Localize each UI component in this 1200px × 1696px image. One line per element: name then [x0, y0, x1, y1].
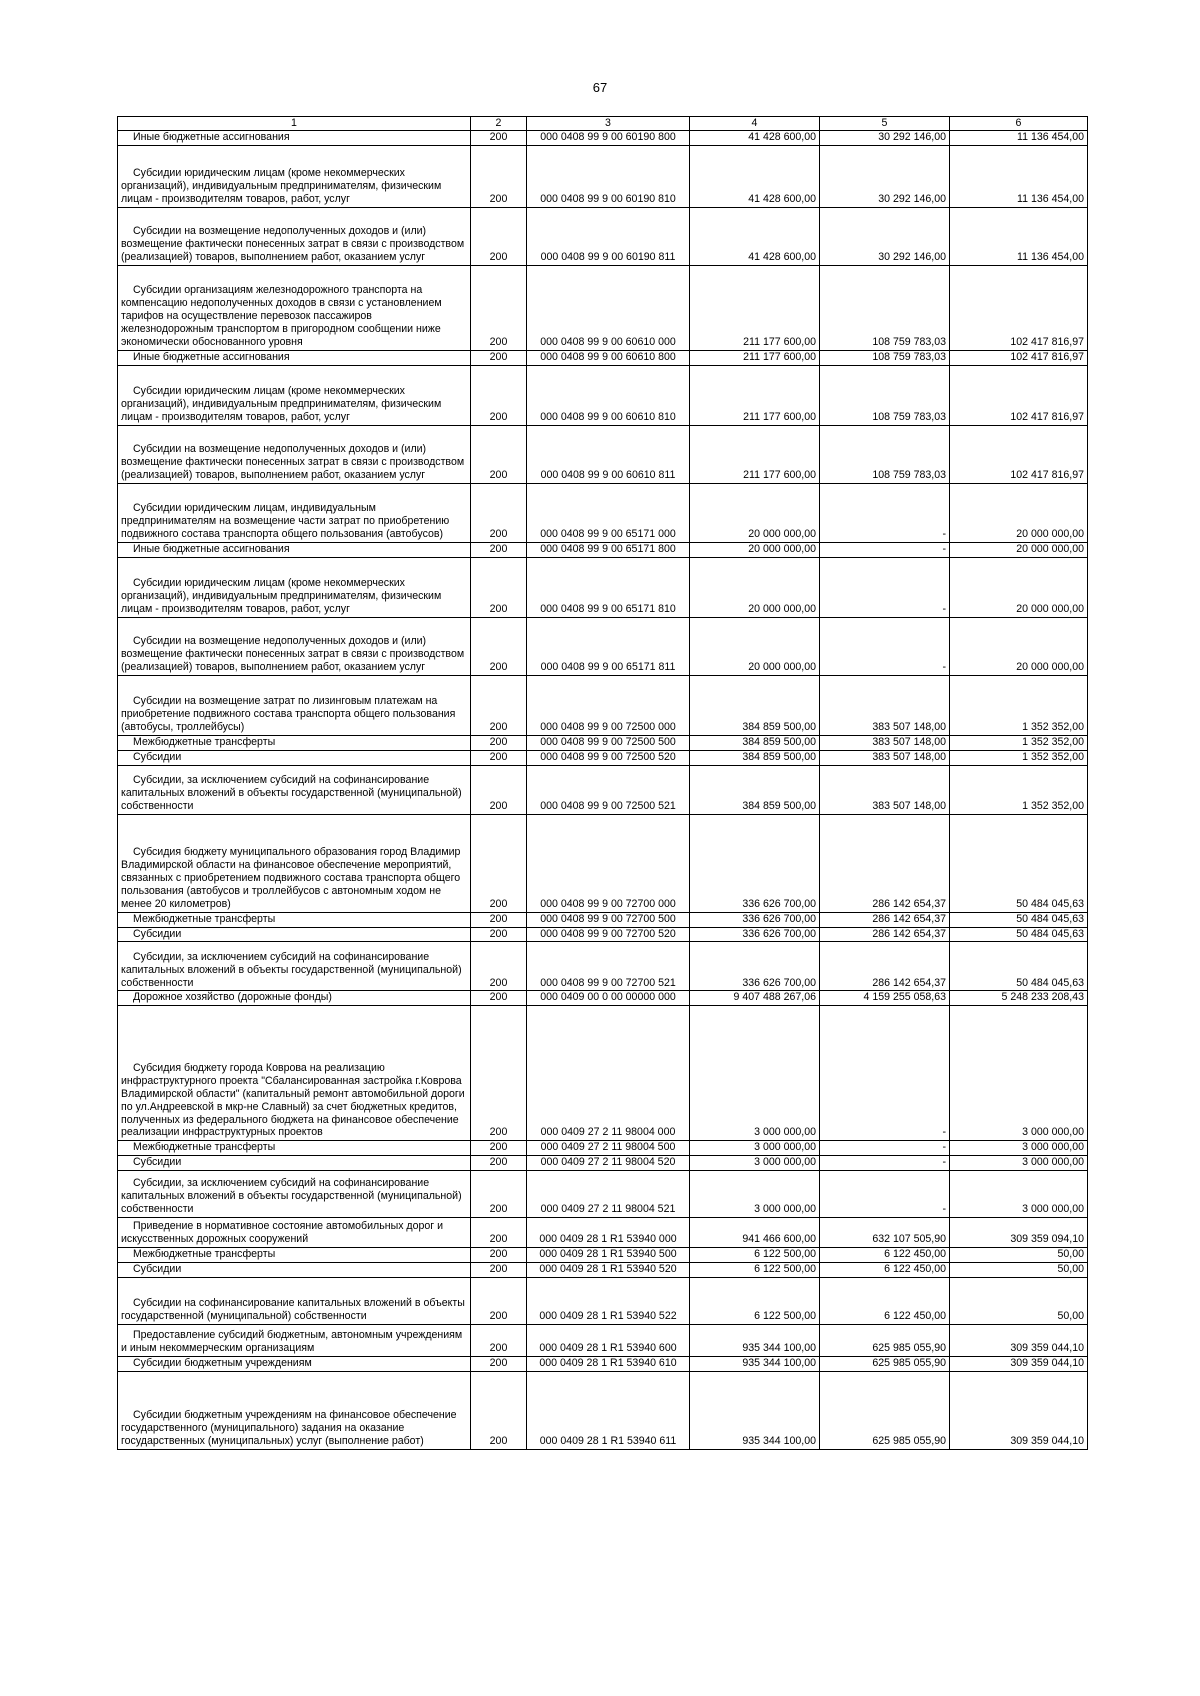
- row-budget-code: 000 0408 99 9 00 60610 800: [527, 350, 690, 365]
- row-executed-amount: -: [820, 1006, 950, 1141]
- row-executed-amount: 108 759 783,03: [820, 265, 950, 350]
- row-admin-code: 200: [471, 557, 527, 617]
- table-row: [118, 1263, 1088, 1278]
- row-budget-code: 000 0409 27 2 11 98004 500: [527, 1141, 690, 1156]
- row-name-text: Субсидии юридическим лицам, индивидуальным предпринимателям на возмещение части затрат по приобретению подвижного состава транспорта общего пользования (автобусов): [121, 502, 450, 540]
- row-executed-amount: -: [820, 1141, 950, 1156]
- row-admin-code: 200: [471, 927, 527, 942]
- row-admin-code: 200: [471, 765, 527, 814]
- table-row: [118, 350, 1088, 365]
- row-name: [118, 750, 471, 765]
- row-name: [118, 145, 471, 207]
- row-remaining-amount: 309 359 044,10: [950, 1371, 1088, 1449]
- table-row: [118, 617, 1088, 675]
- row-name-text: Субсидия бюджету муниципального образования город Владимир Владимирской области на финансовое обеспечение мероприятий, связанных с приобретением подвижного состава транспорта общего пользования (автобусов и троллейбусов с автономным ходом не менее 20 километров): [121, 846, 461, 910]
- row-remaining-amount: 11 136 454,00: [950, 145, 1088, 207]
- row-name-text: Межбюджетные трансферты: [133, 1248, 276, 1261]
- row-budget-code: 000 0408 99 9 00 60610 810: [527, 365, 690, 425]
- row-admin-code: 200: [471, 617, 527, 675]
- row-approved-amount: 384 859 500,00: [690, 675, 820, 735]
- row-name: [118, 1357, 471, 1372]
- row-name-text: Субсидии, за исключением субсидий на софинансирование капитальных вложений в объекты государственной (муниципальной) собственности: [121, 1177, 462, 1216]
- row-admin-code: 200: [471, 1156, 527, 1171]
- row-approved-amount: 336 626 700,00: [690, 814, 820, 912]
- row-approved-amount: 211 177 600,00: [690, 365, 820, 425]
- row-approved-amount: 20 000 000,00: [690, 542, 820, 557]
- row-budget-code: 000 0409 27 2 11 98004 000: [527, 1006, 690, 1141]
- row-executed-amount: 6 122 450,00: [820, 1248, 950, 1263]
- row-name-text: Иные бюджетные ассигнования: [133, 350, 290, 363]
- row-budget-code: 000 0409 00 0 00 00000 000: [527, 991, 690, 1006]
- row-executed-amount: 625 985 055,90: [820, 1325, 950, 1357]
- row-budget-code: 000 0408 99 9 00 65171 810: [527, 557, 690, 617]
- row-admin-code: 200: [471, 1006, 527, 1141]
- row-name: [118, 617, 471, 675]
- row-remaining-amount: 3 000 000,00: [950, 1141, 1088, 1156]
- row-budget-code: 000 0409 27 2 11 98004 520: [527, 1156, 690, 1171]
- row-budget-code: 000 0408 99 9 00 60190 811: [527, 207, 690, 265]
- row-remaining-amount: 309 359 044,10: [950, 1325, 1088, 1357]
- row-name: [118, 991, 471, 1006]
- row-name: [118, 1006, 471, 1141]
- row-remaining-amount: 1 352 352,00: [950, 675, 1088, 735]
- row-admin-code: 200: [471, 1218, 527, 1248]
- row-remaining-amount: 102 417 816,97: [950, 365, 1088, 425]
- row-admin-code: 200: [471, 1248, 527, 1263]
- row-budget-code: 000 0409 28 1 R1 53940 610: [527, 1357, 690, 1372]
- row-name-text: Субсидии на софинансирование капитальных вложений в объекты государственной (муниципальной) собственности: [121, 1297, 465, 1323]
- row-approved-amount: 211 177 600,00: [690, 425, 820, 483]
- table-row: [118, 1325, 1088, 1357]
- row-name: [118, 1156, 471, 1171]
- row-budget-code: 000 0409 27 2 11 98004 521: [527, 1171, 690, 1218]
- row-name: [118, 557, 471, 617]
- row-budget-code: 000 0409 28 1 R1 53940 522: [527, 1278, 690, 1325]
- table-row: [118, 750, 1088, 765]
- column-header: 4: [690, 117, 820, 131]
- row-approved-amount: 41 428 600,00: [690, 145, 820, 207]
- row-admin-code: 200: [471, 365, 527, 425]
- row-remaining-amount: 20 000 000,00: [950, 542, 1088, 557]
- table-row: [118, 927, 1088, 942]
- row-budget-code: 000 0408 99 9 00 72500 000: [527, 675, 690, 735]
- table-row: [118, 425, 1088, 483]
- row-approved-amount: 3 000 000,00: [690, 1141, 820, 1156]
- row-name-text: Субсидии бюджетным учреждениям: [133, 1357, 312, 1370]
- row-approved-amount: 384 859 500,00: [690, 765, 820, 814]
- row-executed-amount: 286 142 654,37: [820, 927, 950, 942]
- row-admin-code: 200: [471, 814, 527, 912]
- table-row: [118, 1156, 1088, 1171]
- row-name: [118, 265, 471, 350]
- row-remaining-amount: 102 417 816,97: [950, 425, 1088, 483]
- row-name: [118, 912, 471, 927]
- table-row: [118, 1171, 1088, 1218]
- row-budget-code: 000 0408 99 9 00 60190 810: [527, 145, 690, 207]
- row-remaining-amount: 50,00: [950, 1263, 1088, 1278]
- row-name-text: Иные бюджетные ассигнования: [133, 131, 290, 143]
- row-remaining-amount: 5 248 233 208,43: [950, 991, 1088, 1006]
- row-name-text: Субсидии юридическим лицам (кроме некоммерческих организаций), индивидуальным предпринимателям, физическим лицам - производителям товаров, работ, услуг: [121, 577, 442, 615]
- row-approved-amount: 6 122 500,00: [690, 1278, 820, 1325]
- column-header: 2: [471, 117, 527, 131]
- row-remaining-amount: 102 417 816,97: [950, 350, 1088, 365]
- table-row: [118, 145, 1088, 207]
- row-admin-code: 200: [471, 265, 527, 350]
- row-executed-amount: -: [820, 542, 950, 557]
- row-budget-code: 000 0409 28 1 R1 53940 600: [527, 1325, 690, 1357]
- row-approved-amount: 336 626 700,00: [690, 912, 820, 927]
- row-name-text: Субсидии: [133, 927, 182, 940]
- row-admin-code: 200: [471, 1263, 527, 1278]
- budget-table: [117, 116, 1088, 1450]
- row-admin-code: 200: [471, 131, 527, 146]
- row-name-text: Субсидии: [133, 750, 182, 763]
- row-admin-code: 200: [471, 675, 527, 735]
- row-admin-code: 200: [471, 425, 527, 483]
- table-row: [118, 1278, 1088, 1325]
- row-name-text: Субсидии бюджетным учреждениям на финансовое обеспечение государственного (муниципального) задания на оказание государственных (муниципальных) услуг (выполнение работ): [121, 1409, 457, 1448]
- row-budget-code: 000 0409 28 1 R1 53940 500: [527, 1248, 690, 1263]
- row-approved-amount: 6 122 500,00: [690, 1248, 820, 1263]
- row-approved-amount: 20 000 000,00: [690, 617, 820, 675]
- row-name: [118, 207, 471, 265]
- row-admin-code: 200: [471, 942, 527, 991]
- table-row: [118, 1006, 1088, 1141]
- row-budget-code: 000 0409 28 1 R1 53940 611: [527, 1371, 690, 1449]
- row-budget-code: 000 0408 99 9 00 60610 811: [527, 425, 690, 483]
- column-header: 6: [950, 117, 1088, 131]
- row-remaining-amount: 11 136 454,00: [950, 131, 1088, 146]
- row-approved-amount: 935 344 100,00: [690, 1357, 820, 1372]
- row-budget-code: 000 0409 28 1 R1 53940 520: [527, 1263, 690, 1278]
- row-admin-code: 200: [471, 145, 527, 207]
- table-row: [118, 1141, 1088, 1156]
- row-approved-amount: 3 000 000,00: [690, 1006, 820, 1141]
- row-executed-amount: -: [820, 1156, 950, 1171]
- row-approved-amount: 935 344 100,00: [690, 1325, 820, 1357]
- row-name: [118, 1141, 471, 1156]
- row-name-text: Субсидии на возмещение недополученных доходов и (или) возмещение фактически понесенных затрат в связи с производством (реализацией) товаров, выполнением работ, оказанием услуг: [121, 635, 465, 673]
- row-budget-code: 000 0408 99 9 00 65171 811: [527, 617, 690, 675]
- row-executed-amount: 4 159 255 058,63: [820, 991, 950, 1006]
- row-executed-amount: 286 142 654,37: [820, 814, 950, 912]
- row-approved-amount: 41 428 600,00: [690, 207, 820, 265]
- table-row: [118, 557, 1088, 617]
- table-row: [118, 991, 1088, 1006]
- row-admin-code: 200: [471, 1371, 527, 1449]
- row-remaining-amount: 50 484 045,63: [950, 912, 1088, 927]
- table-row: [118, 814, 1088, 912]
- table-row: [118, 1218, 1088, 1248]
- row-name: [118, 1218, 471, 1248]
- row-name-text: Субсидии: [133, 1263, 182, 1276]
- row-approved-amount: 941 466 600,00: [690, 1218, 820, 1248]
- row-approved-amount: 20 000 000,00: [690, 557, 820, 617]
- row-approved-amount: 41 428 600,00: [690, 131, 820, 146]
- row-remaining-amount: 3 000 000,00: [950, 1156, 1088, 1171]
- table-row: [118, 131, 1088, 146]
- table-row: [118, 675, 1088, 735]
- row-executed-amount: -: [820, 617, 950, 675]
- row-budget-code: 000 0409 28 1 R1 53940 000: [527, 1218, 690, 1248]
- row-approved-amount: 384 859 500,00: [690, 750, 820, 765]
- row-remaining-amount: 11 136 454,00: [950, 207, 1088, 265]
- row-remaining-amount: 3 000 000,00: [950, 1006, 1088, 1141]
- row-name-text: Дорожное хозяйство (дорожные фонды): [133, 991, 332, 1004]
- row-remaining-amount: 102 417 816,97: [950, 265, 1088, 350]
- row-name-text: Субсидии, за исключением субсидий на софинансирование капитальных вложений в объекты государственной (муниципальной) собственности: [121, 773, 462, 812]
- row-name: [118, 814, 471, 912]
- row-name-text: Субсидии: [133, 1156, 182, 1169]
- row-remaining-amount: 3 000 000,00: [950, 1171, 1088, 1218]
- row-executed-amount: 286 142 654,37: [820, 942, 950, 991]
- row-remaining-amount: 20 000 000,00: [950, 617, 1088, 675]
- row-remaining-amount: 309 359 094,10: [950, 1218, 1088, 1248]
- table-row: [118, 365, 1088, 425]
- row-budget-code: 000 0408 99 9 00 72700 521: [527, 942, 690, 991]
- row-budget-code: 000 0408 99 9 00 72500 520: [527, 750, 690, 765]
- row-name-text: Субсидии организациям железнодорожного транспорта на компенсацию недополученных доходов в связи с установлением тарифов на осуществление перевозок пассажиров железнодорожным транспортом в пригородном сообщении ниже экономически обоснованного уровня: [121, 284, 442, 348]
- row-name-text: Приведение в нормативное состояние автомобильных дорог и искусственных дорожных сооружений: [121, 1220, 444, 1246]
- row-admin-code: 200: [471, 912, 527, 927]
- row-budget-code: 000 0408 99 9 00 72500 500: [527, 735, 690, 750]
- table-row: [118, 265, 1088, 350]
- row-executed-amount: 383 507 148,00: [820, 675, 950, 735]
- row-name-text: Субсидии, за исключением субсидий на софинансирование капитальных вложений в объекты государственной (муниципальной) собственности: [121, 950, 462, 989]
- row-name: [118, 1248, 471, 1263]
- row-budget-code: 000 0408 99 9 00 72700 000: [527, 814, 690, 912]
- row-approved-amount: 211 177 600,00: [690, 350, 820, 365]
- row-approved-amount: 384 859 500,00: [690, 735, 820, 750]
- row-approved-amount: 211 177 600,00: [690, 265, 820, 350]
- row-budget-code: 000 0408 99 9 00 60190 800: [527, 131, 690, 146]
- row-approved-amount: 3 000 000,00: [690, 1156, 820, 1171]
- row-admin-code: 200: [471, 1278, 527, 1325]
- row-budget-code: 000 0408 99 9 00 72700 500: [527, 912, 690, 927]
- table-row: [118, 483, 1088, 542]
- row-executed-amount: 30 292 146,00: [820, 145, 950, 207]
- row-name: [118, 365, 471, 425]
- row-name: [118, 1171, 471, 1218]
- row-budget-code: 000 0408 99 9 00 72500 521: [527, 765, 690, 814]
- row-budget-code: 000 0408 99 9 00 72700 520: [527, 927, 690, 942]
- table-row: [118, 912, 1088, 927]
- row-admin-code: 200: [471, 542, 527, 557]
- row-executed-amount: 625 985 055,90: [820, 1371, 950, 1449]
- row-name: [118, 350, 471, 365]
- row-approved-amount: 6 122 500,00: [690, 1263, 820, 1278]
- row-executed-amount: 30 292 146,00: [820, 131, 950, 146]
- table-row: [118, 1357, 1088, 1372]
- row-remaining-amount: 1 352 352,00: [950, 765, 1088, 814]
- row-remaining-amount: 309 359 044,10: [950, 1357, 1088, 1372]
- row-executed-amount: 6 122 450,00: [820, 1263, 950, 1278]
- row-executed-amount: 108 759 783,03: [820, 425, 950, 483]
- row-executed-amount: 6 122 450,00: [820, 1278, 950, 1325]
- row-executed-amount: 632 107 505,90: [820, 1218, 950, 1248]
- row-executed-amount: -: [820, 483, 950, 542]
- row-admin-code: 200: [471, 350, 527, 365]
- row-executed-amount: -: [820, 1171, 950, 1218]
- row-name-text: Предоставление субсидий бюджетным, автономным учреждениям и иным некоммерческим организациям: [121, 1329, 463, 1355]
- row-remaining-amount: 50,00: [950, 1248, 1088, 1263]
- row-remaining-amount: 20 000 000,00: [950, 557, 1088, 617]
- row-remaining-amount: 50 484 045,63: [950, 814, 1088, 912]
- row-executed-amount: -: [820, 557, 950, 617]
- row-name: [118, 1278, 471, 1325]
- page-number: 67: [592, 80, 608, 95]
- row-name-text: Субсидии на возмещение затрат по лизинговым платежам на приобретение подвижного состава транспорта общего пользования (автобусы, троллейбусы): [121, 695, 456, 733]
- row-remaining-amount: 50,00: [950, 1278, 1088, 1325]
- row-approved-amount: 336 626 700,00: [690, 942, 820, 991]
- row-remaining-amount: 1 352 352,00: [950, 750, 1088, 765]
- row-name: [118, 927, 471, 942]
- row-admin-code: 200: [471, 1141, 527, 1156]
- row-approved-amount: 336 626 700,00: [690, 927, 820, 942]
- row-budget-code: 000 0408 99 9 00 65171 000: [527, 483, 690, 542]
- row-budget-code: 000 0408 99 9 00 65171 800: [527, 542, 690, 557]
- row-approved-amount: 9 407 488 267,06: [690, 991, 820, 1006]
- column-header: 3: [527, 117, 690, 131]
- row-name: [118, 483, 471, 542]
- row-name: [118, 1325, 471, 1357]
- table-row: [118, 1371, 1088, 1449]
- row-admin-code: 200: [471, 1325, 527, 1357]
- row-executed-amount: 625 985 055,90: [820, 1357, 950, 1372]
- row-admin-code: 200: [471, 1357, 527, 1372]
- row-remaining-amount: 50 484 045,63: [950, 927, 1088, 942]
- row-executed-amount: 108 759 783,03: [820, 350, 950, 365]
- row-executed-amount: 383 507 148,00: [820, 765, 950, 814]
- table-row: [118, 942, 1088, 991]
- row-approved-amount: 20 000 000,00: [690, 483, 820, 542]
- row-name-text: Межбюджетные трансферты: [133, 1141, 276, 1154]
- row-name: [118, 542, 471, 557]
- table-row: [118, 1248, 1088, 1263]
- row-admin-code: 200: [471, 207, 527, 265]
- row-executed-amount: 30 292 146,00: [820, 207, 950, 265]
- row-remaining-amount: 1 352 352,00: [950, 735, 1088, 750]
- table-row: [118, 735, 1088, 750]
- row-admin-code: 200: [471, 1171, 527, 1218]
- row-name-text: Межбюджетные трансферты: [133, 912, 276, 925]
- row-executed-amount: 383 507 148,00: [820, 750, 950, 765]
- row-name-text: Субсидии юридическим лицам (кроме некоммерческих организаций), индивидуальным предпринимателям, физическим лицам - производителям товаров, работ, услуг: [121, 385, 442, 423]
- row-name: [118, 942, 471, 991]
- row-name: [118, 425, 471, 483]
- column-header: 5: [820, 117, 950, 131]
- row-executed-amount: 383 507 148,00: [820, 735, 950, 750]
- column-header: 1: [118, 117, 471, 131]
- row-name: [118, 765, 471, 814]
- row-remaining-amount: 50 484 045,63: [950, 942, 1088, 991]
- table-row: [118, 542, 1088, 557]
- row-name: [118, 1371, 471, 1449]
- row-name-text: Иные бюджетные ассигнования: [133, 542, 290, 555]
- row-budget-code: 000 0408 99 9 00 60610 000: [527, 265, 690, 350]
- row-executed-amount: 286 142 654,37: [820, 912, 950, 927]
- row-name-text: Субсидии на возмещение недополученных доходов и (или) возмещение фактически понесенных затрат в связи с производством (реализацией) товаров, выполнением работ, оказанием услуг: [121, 443, 465, 481]
- row-executed-amount: 108 759 783,03: [820, 365, 950, 425]
- row-remaining-amount: 20 000 000,00: [950, 483, 1088, 542]
- row-name-text: Субсидии юридическим лицам (кроме некоммерческих организаций), индивидуальным предпринимателям, физическим лицам - производителям товаров, работ, услуг: [121, 167, 442, 205]
- row-name: [118, 675, 471, 735]
- table-row: [118, 207, 1088, 265]
- row-approved-amount: 3 000 000,00: [690, 1171, 820, 1218]
- row-name-text: Субсидия бюджету города Коврова на реализацию инфраструктурного проекта "Сбалансированная застройка г.Коврова Владимирской области" (капитальный ремонт автомобильной дороги по ул.Андреевской в мкр-не Славный) за счет бюджетных кредитов, полученных из федерального бюджета на финансовое обеспечение реализации инфраструктурных проектов: [121, 1061, 465, 1139]
- table-row: [118, 765, 1088, 814]
- row-admin-code: 200: [471, 750, 527, 765]
- row-name-text: Субсидии на возмещение недополученных доходов и (или) возмещение фактически понесенных затрат в связи с производством (реализацией) товаров, выполнением работ, оказанием услуг: [121, 225, 465, 263]
- row-admin-code: 200: [471, 735, 527, 750]
- row-admin-code: 200: [471, 991, 527, 1006]
- row-name: [118, 131, 471, 146]
- row-name: [118, 1263, 471, 1278]
- row-name: [118, 735, 471, 750]
- row-name-text: Межбюджетные трансферты: [133, 735, 276, 748]
- column-number-row: [118, 117, 1088, 131]
- row-admin-code: 200: [471, 483, 527, 542]
- row-approved-amount: 935 344 100,00: [690, 1371, 820, 1449]
